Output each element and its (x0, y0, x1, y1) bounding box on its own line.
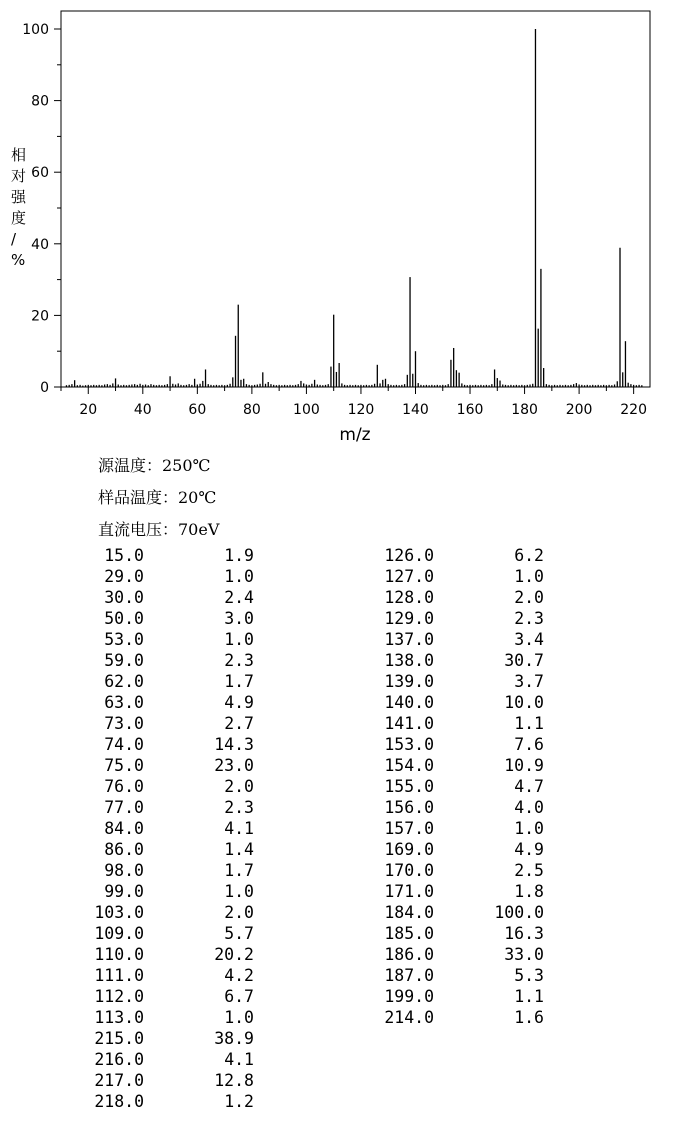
peak-table-left-row (80, 650, 254, 671)
intensity-value: 4.1 (224, 1050, 254, 1069)
mz-value: 217.0 (94, 1071, 144, 1090)
peak-table-left-row (80, 818, 254, 839)
mz-value: 129.0 (384, 609, 434, 628)
peak-table-right-row (370, 965, 544, 986)
mz-value: 53.0 (104, 630, 144, 649)
intensity-value: 30.7 (504, 651, 544, 670)
mz-value: 109.0 (94, 924, 144, 943)
peak-table-left-row (80, 839, 254, 860)
intensity-value: 1.1 (514, 987, 544, 1006)
mz-value: 155.0 (384, 777, 434, 796)
mz-value: 216.0 (94, 1050, 144, 1069)
intensity-value: 6.7 (224, 987, 254, 1006)
mz-value: 74.0 (104, 735, 144, 754)
y-axis (22, 22, 61, 396)
peak-table-right-row (370, 881, 544, 902)
mz-value: 86.0 (104, 840, 144, 859)
peak-table-right-row (370, 692, 544, 713)
mz-value: 99.0 (104, 882, 144, 901)
intensity-value: 4.0 (514, 798, 544, 817)
peak-table-right (370, 545, 544, 1028)
intensity-value: 10.9 (504, 756, 544, 775)
peak-table-left-row (80, 713, 254, 734)
mz-value: 103.0 (94, 903, 144, 922)
intensity-value: 5.3 (514, 966, 544, 985)
intensity-value: 4.7 (514, 777, 544, 796)
x-tick-label: 20 (79, 402, 98, 418)
mz-value: 112.0 (94, 987, 144, 1006)
peak-table-left (80, 545, 254, 1112)
peak-table-right-row (370, 755, 544, 776)
peak-table-right-row (370, 671, 544, 692)
intensity-value: 6.2 (514, 546, 544, 565)
peak-table-right-row (370, 587, 544, 608)
intensity-value: 4.2 (224, 966, 254, 985)
intensity-value: 1.4 (224, 840, 254, 859)
x-axis (61, 387, 647, 418)
x-tick-label: 100 (293, 402, 320, 418)
peak-table-left-row (80, 881, 254, 902)
intensity-value: 14.3 (214, 735, 254, 754)
y-tick-label: 20 (31, 308, 49, 325)
intensity-value: 100.0 (494, 903, 544, 922)
intensity-value: 3.4 (514, 630, 544, 649)
intensity-value: 33.0 (504, 945, 544, 964)
peak-table-left-row (80, 692, 254, 713)
mz-value: 76.0 (104, 777, 144, 796)
intensity-value: 3.7 (514, 672, 544, 691)
intensity-value: 2.7 (224, 714, 254, 733)
intensity-value: 20.2 (214, 945, 254, 964)
y-tick-label: 80 (31, 93, 49, 110)
mass-spectrum-chart (0, 0, 680, 450)
intensity-value: 1.7 (224, 861, 254, 880)
intensity-value: 1.8 (514, 882, 544, 901)
peak-table-right-row (370, 650, 544, 671)
mz-value: 153.0 (384, 735, 434, 754)
mz-value: 215.0 (94, 1029, 144, 1048)
peak-table-left-row (80, 734, 254, 755)
peak-table-right-row (370, 545, 544, 566)
x-tick-label: 160 (456, 402, 484, 418)
intensity-value: 2.4 (224, 588, 254, 607)
x-tick-label: 220 (620, 402, 648, 418)
peak-table-left-row (80, 923, 254, 944)
intensity-value: 1.0 (224, 1008, 254, 1027)
peak-table-left-row (80, 986, 254, 1007)
mz-value: 139.0 (384, 672, 434, 691)
intensity-value: 1.1 (514, 714, 544, 733)
intensity-value: 10.0 (504, 693, 544, 712)
intensity-value: 1.6 (514, 1008, 544, 1027)
mz-value: 140.0 (384, 693, 434, 712)
mz-value: 157.0 (384, 819, 434, 838)
x-tick-label: 180 (511, 402, 538, 418)
x-tick-label: 140 (402, 402, 429, 418)
intensity-value: 3.0 (224, 609, 254, 628)
mz-value: 59.0 (104, 651, 144, 670)
mz-value: 186.0 (384, 945, 434, 964)
y-tick-label: 40 (31, 236, 49, 253)
mz-value: 98.0 (104, 861, 144, 880)
mz-value: 63.0 (104, 693, 144, 712)
x-tick-label: 200 (565, 402, 593, 418)
x-tick-label: 40 (133, 402, 152, 418)
x-tick-label: 80 (242, 402, 261, 418)
mz-value: 154.0 (384, 756, 434, 775)
mz-value: 199.0 (384, 987, 434, 1006)
peak-table-left-row (80, 1007, 254, 1028)
mz-value: 185.0 (384, 924, 434, 943)
mz-value: 141.0 (384, 714, 434, 733)
intensity-value: 1.0 (224, 567, 254, 586)
mz-value: 110.0 (94, 945, 144, 964)
mz-value: 218.0 (94, 1092, 144, 1111)
peak-table-left-row (80, 566, 254, 587)
peak-table-left-row (80, 671, 254, 692)
intensity-value: 12.8 (214, 1071, 254, 1090)
intensity-value: 1.9 (224, 546, 254, 565)
mz-value: 171.0 (384, 882, 434, 901)
peak-table-right-row (370, 1007, 544, 1028)
mz-value: 137.0 (384, 630, 434, 649)
peak-table-right-row (370, 608, 544, 629)
mz-value: 138.0 (384, 651, 434, 670)
ionization-voltage: 直流电压：70eV (98, 520, 220, 539)
mz-value: 113.0 (94, 1008, 144, 1027)
peak-table-right-row (370, 629, 544, 650)
x-axis-label: m/z (339, 425, 371, 445)
intensity-value: 1.7 (224, 672, 254, 691)
intensity-value: 1.0 (514, 567, 544, 586)
intensity-value: 1.0 (224, 882, 254, 901)
peak-table-right-row (370, 839, 544, 860)
intensity-value: 7.6 (514, 735, 544, 754)
mz-value: 50.0 (104, 609, 144, 628)
peak-table-right-row (370, 944, 544, 965)
peak-table-left-row (80, 587, 254, 608)
peak-table-left-row (80, 1049, 254, 1070)
mz-value: 73.0 (104, 714, 144, 733)
peak-table-right-row (370, 734, 544, 755)
peak-table-left-row (80, 1028, 254, 1049)
peak-table-right-row (370, 566, 544, 587)
intensity-value: 2.3 (224, 798, 254, 817)
peak-table-right-row (370, 986, 544, 1007)
sample-temperature: 样品温度：20℃ (98, 488, 217, 507)
peak-table-right-row (370, 776, 544, 797)
y-tick-label: 100 (22, 22, 49, 38)
plot-frame (61, 11, 650, 387)
mz-value: 75.0 (104, 756, 144, 775)
peak-table-left-row (80, 545, 254, 566)
mz-value: 29.0 (104, 567, 144, 586)
intensity-value: 1.0 (514, 819, 544, 838)
peak-table-right-row (370, 797, 544, 818)
mz-value: 127.0 (384, 567, 434, 586)
peak-table-right-row (370, 923, 544, 944)
intensity-value: 4.9 (514, 840, 544, 859)
y-axis-label: 相对强度/ % (11, 146, 27, 269)
peak-table-left-row (80, 1070, 254, 1091)
peak-table-left-row (80, 1091, 254, 1112)
mz-value: 126.0 (384, 546, 434, 565)
x-tick-label: 120 (347, 402, 375, 418)
peak-table-left-row (80, 860, 254, 881)
mz-value: 111.0 (94, 966, 144, 985)
peak-table-left-row (80, 797, 254, 818)
peak-table-left-row (80, 608, 254, 629)
intensity-value: 2.0 (514, 588, 544, 607)
peak-table-left-row (80, 755, 254, 776)
intensity-value: 2.0 (224, 903, 254, 922)
intensity-value: 1.0 (224, 630, 254, 649)
mz-value: 187.0 (384, 966, 434, 985)
mz-value: 15.0 (104, 546, 144, 565)
intensity-value: 16.3 (504, 924, 544, 943)
peak-table-left-row (80, 944, 254, 965)
mz-value: 84.0 (104, 819, 144, 838)
peak-bars (66, 29, 641, 387)
mz-value: 128.0 (384, 588, 434, 607)
mz-value: 156.0 (384, 798, 434, 817)
mz-value: 169.0 (384, 840, 434, 859)
intensity-value: 2.0 (224, 777, 254, 796)
mz-value: 214.0 (384, 1008, 434, 1027)
intensity-value: 1.2 (224, 1092, 254, 1111)
peak-table-left-row (80, 965, 254, 986)
mz-value: 77.0 (104, 798, 144, 817)
intensity-value: 2.3 (514, 609, 544, 628)
y-tick-label: 0 (40, 380, 49, 396)
x-tick-label: 60 (188, 402, 207, 418)
intensity-value: 2.3 (224, 651, 254, 670)
peak-table-left-row (80, 776, 254, 797)
mz-value: 30.0 (104, 588, 144, 607)
peak-table-right-row (370, 713, 544, 734)
y-tick-label: 60 (31, 165, 49, 182)
mz-value: 62.0 (104, 672, 144, 691)
mz-value: 170.0 (384, 861, 434, 880)
intensity-value: 4.1 (224, 819, 254, 838)
intensity-value: 23.0 (214, 756, 254, 775)
peak-table-left-row (80, 902, 254, 923)
intensity-value: 2.5 (514, 861, 544, 880)
peak-table-right-row (370, 902, 544, 923)
intensity-value: 4.9 (224, 693, 254, 712)
peak-table-right-row (370, 860, 544, 881)
mz-value: 184.0 (384, 903, 434, 922)
peak-table-right-row (370, 818, 544, 839)
source-temperature: 源温度：250℃ (98, 456, 211, 475)
intensity-value: 5.7 (224, 924, 254, 943)
peak-table-left-row (80, 629, 254, 650)
intensity-value: 38.9 (214, 1029, 254, 1048)
